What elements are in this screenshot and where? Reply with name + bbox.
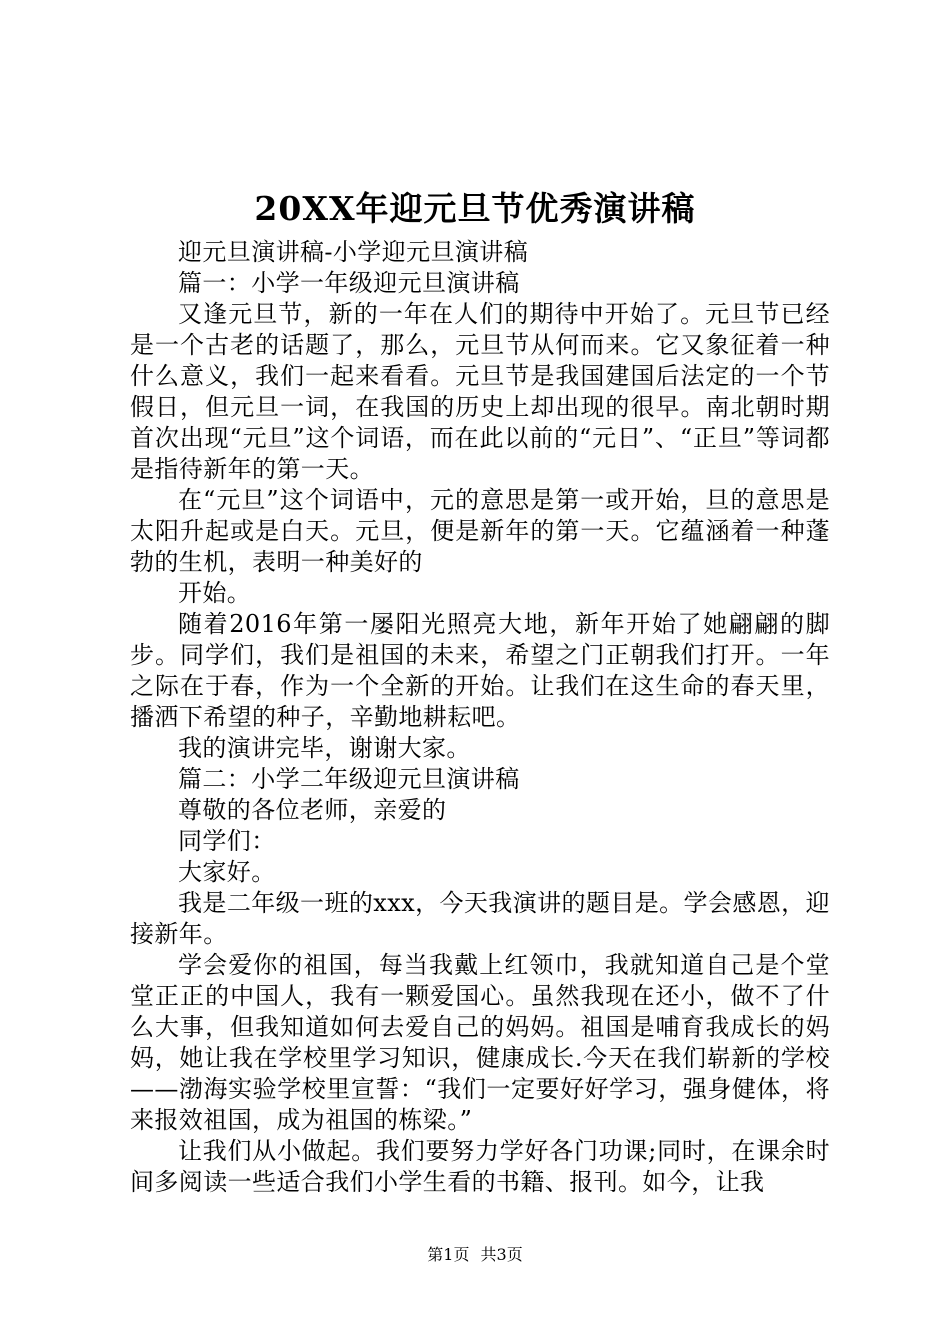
paragraph: 同学们：	[178, 827, 276, 855]
paragraph: 随着2016年第一屡阳光照亮大地，新年开始了她翩翩的脚步。同学们，我们是祖国的未来，希望之门正朝我们打开。一年之际在于春，作为一个全新的开始。让我们在这生命的春天里，播洒下希望的种子，辛勤地耕耘吧。	[130, 610, 830, 731]
paragraph: 又逢元旦节，新的一年在人们的期待中开始了。元旦节已经是一个古老的话题了，那么，元旦节从何而来。它又象征着一种什么意义，我们一起来看看。元旦节是我国建国后法定的一个节假日，但元旦一词，在我国的历史上却出现的很早。南北朝时期首次出现“元旦”这个词语，而在此以前的“元日”、“正旦”等词都是指待新年的第一天。	[130, 300, 830, 483]
paragraph: 我是二年级一班的xxx，今天我演讲的题目是。学会感恩，迎接新年。	[130, 889, 830, 948]
page-total: 共3页	[480, 1245, 523, 1264]
page-footer	[0, 1244, 950, 1266]
paragraph: 让我们从小做起。我们要努力学好各门功课;同时，在课余时间多阅读一些适合我们小学生看的书籍、报刊。如今，让我	[130, 1137, 830, 1196]
section-heading-1: 篇一：小学一年级迎元旦演讲稿	[178, 269, 520, 297]
paragraph: 我的演讲完毕，谢谢大家。	[178, 734, 471, 762]
paragraph: 在“元旦”这个词语中，元的意思是第一或开始，旦的意思是太阳升起或是白天。元旦，便是新年的第一天。它蕴涵着一种蓬勃的生机，表明一种美好的	[130, 486, 830, 576]
paragraph: 开始。	[178, 579, 252, 607]
paragraph: 学会爱你的祖国，每当我戴上红领巾，我就知道自己是个堂堂正正的中国人，我有一颗爱国心。虽然我现在还小，做不了什么大事，但我知道如何去爱自己的妈妈。祖国是哺育我成长的妈妈，她让我在学校里学习知识，健康成长.今天在我们崭新的学校——渤海实验学校里宣誓：“我们一定要好好学习，强身健体，将来报效祖国，成为祖国的栋梁。”	[130, 951, 830, 1134]
subtitle-line: 迎元旦演讲稿-小学迎元旦演讲稿	[178, 238, 529, 266]
page-number: 第1页	[427, 1245, 470, 1264]
document-title: 20XX年迎元旦节优秀演讲稿	[254, 189, 696, 228]
paragraph: 尊敬的各位老师，亲爱的	[178, 796, 447, 824]
paragraph: 大家好。	[178, 858, 276, 886]
section-heading-2: 篇二：小学二年级迎元旦演讲稿	[178, 765, 520, 793]
document-body	[130, 237, 830, 1198]
